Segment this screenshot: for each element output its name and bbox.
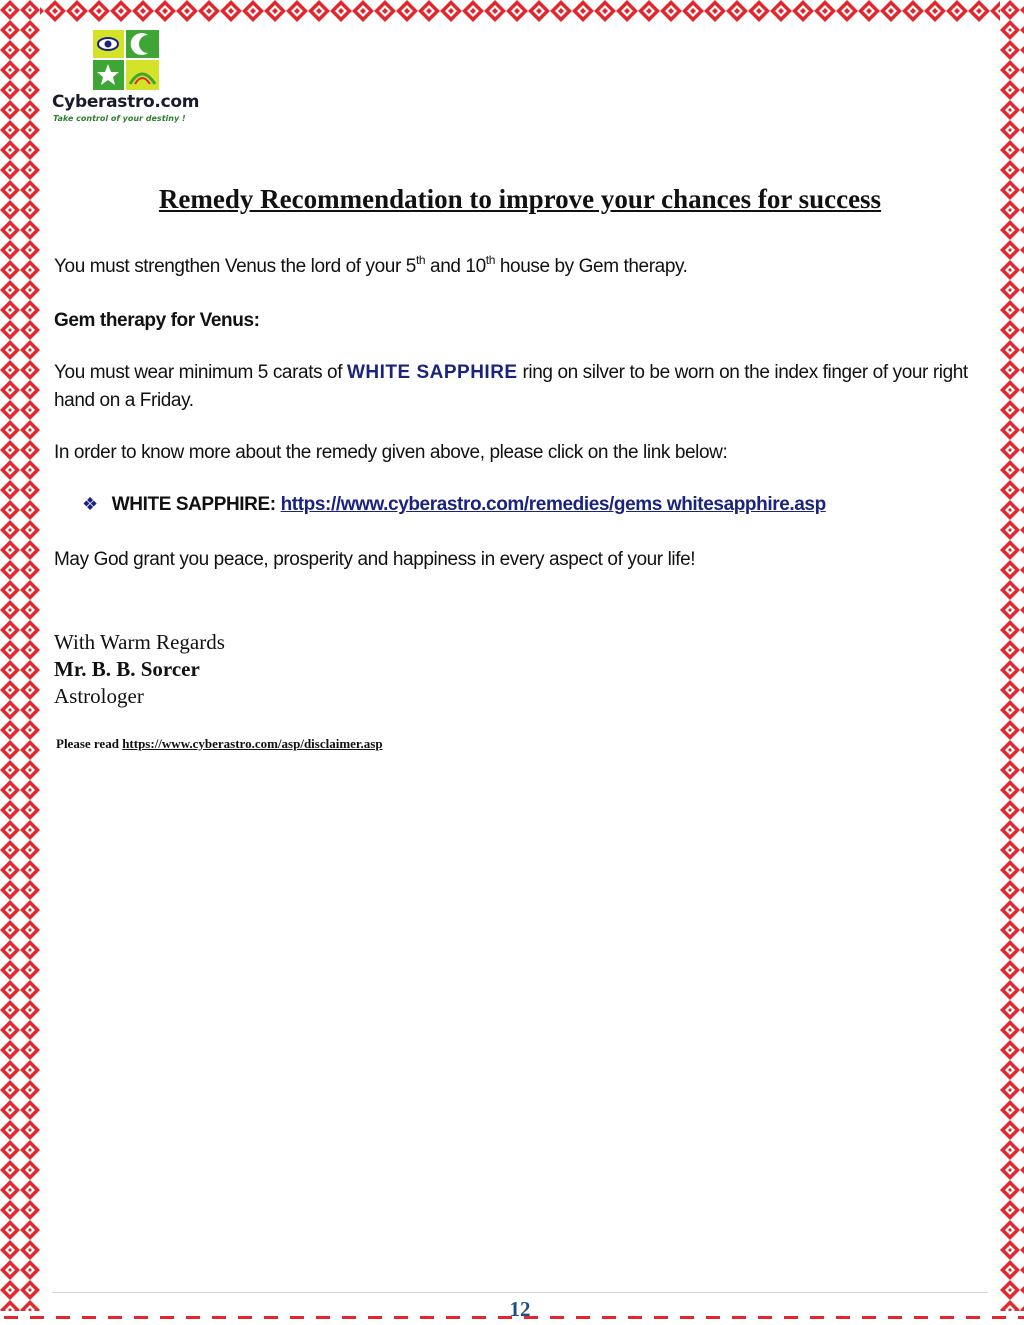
- brand-name: Cyberastro.com: [52, 92, 200, 112]
- intro-text-3: house by Gem therapy.: [494, 256, 688, 277]
- intro-text-1: You must strengthen Venus the lord of your 5: [54, 256, 416, 277]
- gem-paragraph: [54, 359, 994, 415]
- gem-therapy-heading: Gem therapy for Venus:: [54, 310, 260, 331]
- regards-text: With Warm Regards: [54, 630, 225, 654]
- logo: [48, 30, 218, 130]
- page-title: Remedy Recommendation to improve your chances for success: [158, 184, 882, 214]
- disclaimer: [56, 736, 383, 752]
- gem-link-bullet: [82, 494, 826, 516]
- intro-text-2: and 10: [425, 256, 486, 277]
- footer-divider: [52, 1292, 988, 1293]
- blessing-paragraph: May God grant you peace, prosperity and happiness in every aspect of your life!: [54, 549, 696, 570]
- gem-link-label: WHITE SAPPHIRE:: [111, 494, 276, 515]
- astrologer-name: Mr. B. B. Sorcer: [54, 657, 200, 681]
- astrologer-role: Astrologer: [54, 684, 144, 708]
- intro-paragraph: [54, 253, 994, 281]
- gem-text-1: You must wear minimum 5 carats of: [54, 362, 347, 383]
- disclaimer-prefix: Please read: [56, 736, 123, 751]
- gem-text-2: ring on silver to be worn on the index finger of your right hand on a Friday.: [54, 362, 968, 411]
- brand-tagline: Take control of your destiny !: [53, 114, 186, 123]
- disclaimer-link[interactable]: https://www.cyberastro.com/asp/disclaimer.asp: [122, 736, 383, 751]
- gem-link[interactable]: https://www.cyberastro.com/remedies/gems whitesapphire.asp: [280, 494, 826, 515]
- know-more-paragraph: In order to know more about the remedy given above, please click on the link below:: [54, 442, 728, 463]
- intro-sup-1: th: [415, 253, 426, 267]
- page-number: 12: [509, 1297, 531, 1321]
- decorative-border-top: [0, 0, 1024, 22]
- intro-sup-2: th: [485, 253, 495, 267]
- diamond-bullet-icon: ❖: [82, 494, 98, 514]
- gem-name: WHITE SAPPHIRE: [346, 362, 518, 383]
- cyberastro-logo-icon: [93, 30, 159, 90]
